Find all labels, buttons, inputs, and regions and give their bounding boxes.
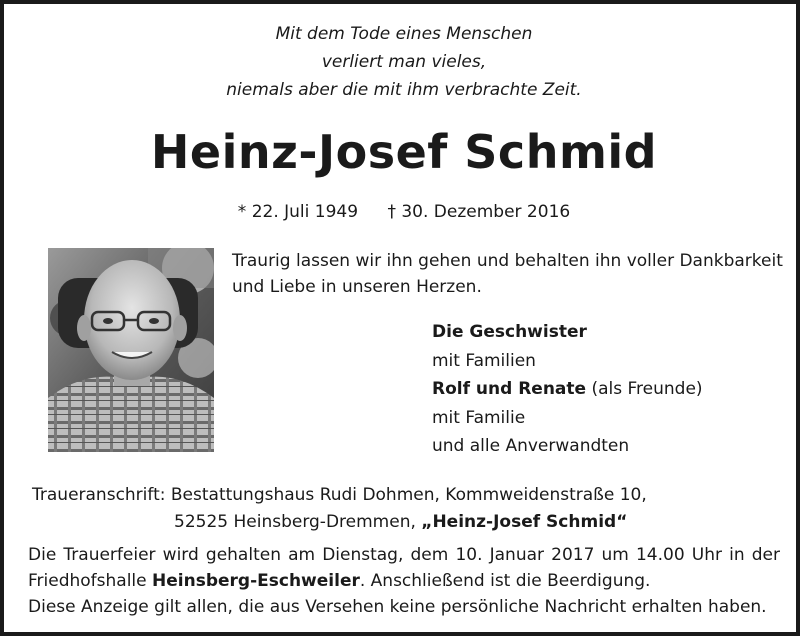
portrait-photo — [48, 248, 214, 452]
mourner-note: (als Freunde) — [586, 379, 703, 399]
mourner-line — [432, 318, 792, 347]
intro-text — [232, 248, 788, 300]
mourner-line: mit Familie — [432, 407, 526, 428]
address-city: 52525 Heinsberg-Dremmen, — [174, 512, 422, 532]
intro-line: Traurig lassen wir ihn gehen und behalten ihn voller Dankbarkeit — [232, 251, 783, 271]
intro-line: und Liebe in unseren Herzen. — [232, 277, 482, 297]
mourner-name: Rolf und Renate — [432, 379, 587, 399]
mourner-line: mit Familien — [432, 350, 536, 371]
quote-line: niemals aber die mit ihm verbrachte Zeit. — [226, 80, 582, 100]
mourning-address — [32, 482, 782, 536]
portrait-image — [48, 248, 214, 452]
notice-line: Diese Anzeige gilt allen, die aus Versehen keine persönliche Nachricht erhalten haben. — [28, 597, 767, 617]
birth-date: * 22. Juli 1949 — [237, 202, 359, 222]
service-text: Friedhofshalle — [28, 571, 153, 591]
service-line — [28, 568, 780, 594]
address-reference: „Heinz-Josef Schmid“ — [421, 512, 628, 532]
quote-block — [4, 20, 800, 104]
service-location: Heinsberg-Eschweiler — [152, 571, 360, 591]
mourner-line — [432, 375, 792, 404]
death-date: † 30. Dezember 2016 — [387, 202, 571, 222]
address-line — [32, 509, 782, 536]
mourner-line: und alle Anverwandten — [432, 436, 630, 456]
deceased-name: Heinz-Josef Schmid — [150, 125, 658, 179]
address-line: Traueranschrift: Bestattungshaus Rudi Dohmen, Kommweidenstraße 10, — [32, 485, 647, 505]
life-dates — [4, 200, 800, 224]
service-line: Die Trauerfeier wird gehalten am Dienstag, dem 10. Januar 2017 um 14.00 Uhr in der — [28, 545, 780, 565]
quote-line: Mit dem Tode eines Menschen — [275, 24, 533, 44]
mourners-list — [432, 318, 792, 461]
service-info — [28, 542, 780, 620]
service-text: . Anschließend ist die Beerdigung. — [359, 571, 651, 591]
mourner-name: Die Geschwister — [432, 322, 587, 342]
quote-line: verliert man vieles, — [321, 52, 487, 72]
